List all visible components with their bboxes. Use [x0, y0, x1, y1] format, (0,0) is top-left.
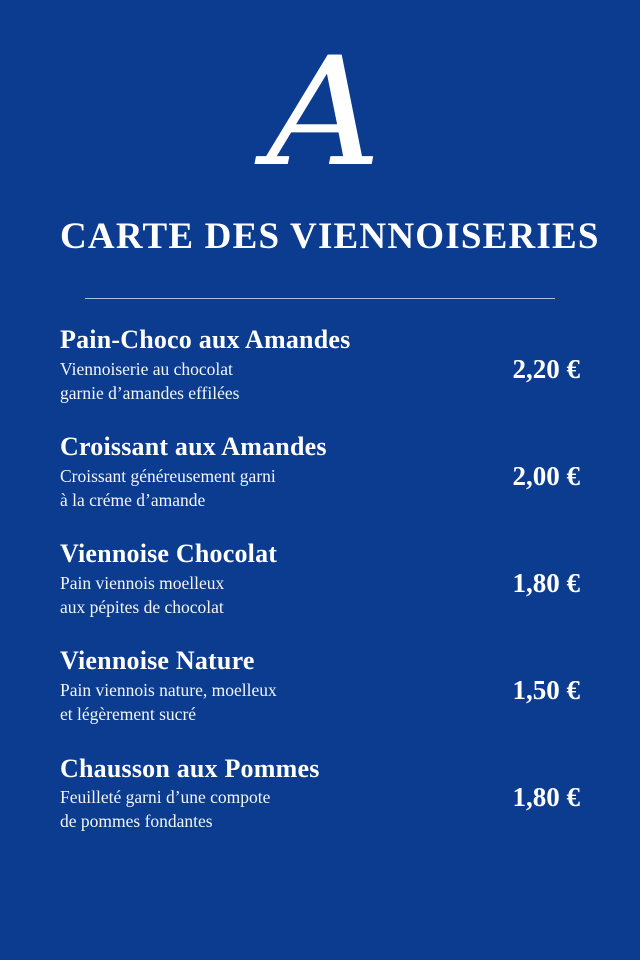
- menu-item: [60, 646, 580, 726]
- menu-item-price: 2,20 €: [512, 353, 580, 384]
- menu-item-list: [60, 325, 580, 834]
- menu-item-price: 1,80 €: [512, 782, 580, 813]
- menu-item-description: [60, 358, 465, 405]
- menu-item-price: 1,80 €: [512, 567, 580, 598]
- menu-item-description-line: Feuilleté garni d’une compote: [60, 787, 271, 808]
- menu-item-text: [60, 325, 475, 405]
- menu-item-description-line: Pain viennois moelleux: [60, 573, 225, 594]
- menu-item-name: Chausson aux Pommes: [60, 753, 320, 783]
- menu-item-name: Viennoise Nature: [60, 646, 255, 676]
- menu-item-description-line: garnie d’amandes effilées: [60, 382, 240, 403]
- menu-item-description-line: aux pépites de chocolat: [60, 596, 224, 617]
- menu-item-description-line: Viennoiserie au chocolat: [60, 358, 233, 379]
- menu-item-description: [60, 465, 465, 512]
- menu-item: [60, 754, 580, 834]
- brand-logo: [60, 0, 580, 215]
- menu-item-price: 2,00 €: [512, 460, 580, 491]
- menu-item-description-line: de pommes fondantes: [60, 811, 213, 832]
- menu-item-name: Pain-Choco aux Amandes: [60, 325, 351, 354]
- menu-item-text: [60, 754, 475, 834]
- page-title: CARTE DES VIENNOISERIES: [60, 216, 600, 257]
- menu-item-text: [60, 539, 475, 619]
- menu-item-description: [60, 679, 465, 726]
- menu-item-text: [60, 432, 475, 512]
- menu-item: [60, 539, 580, 619]
- menu-item-price: 1,50 €: [512, 674, 580, 705]
- menu-item-description: [60, 786, 465, 833]
- menu-item-name: Croissant aux Amandes: [60, 432, 327, 462]
- menu-item-description-line: Pain viennois nature, moelleux: [60, 680, 277, 701]
- menu-item-description-line: à la créme d’amande: [60, 489, 206, 510]
- menu-item-text: [60, 646, 475, 726]
- menu-item: [60, 325, 580, 405]
- menu-item-description: [60, 572, 465, 619]
- title-divider: [85, 298, 555, 299]
- menu-item: [60, 432, 580, 512]
- menu-item-name: Viennoise Chocolat: [60, 539, 278, 569]
- menu-item-description-line: Croissant généreusement garni: [60, 466, 276, 487]
- menu-item-description-line: et légèrement sucré: [60, 703, 197, 724]
- monogram-icon: A: [266, 25, 374, 200]
